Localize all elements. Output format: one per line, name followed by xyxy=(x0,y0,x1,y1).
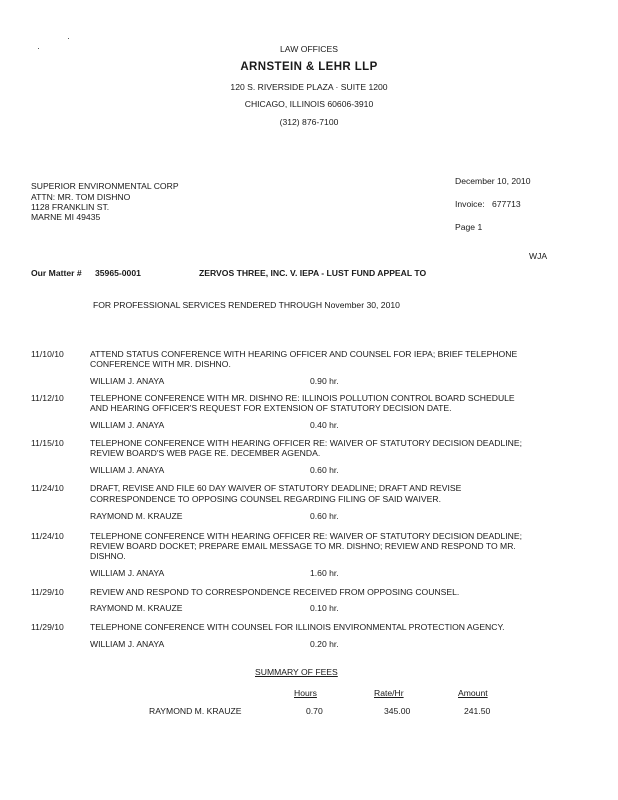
entry-hours: 1.60 hr. xyxy=(310,568,339,578)
entry-attorney: WILLIAM J. ANAYA xyxy=(90,376,165,386)
entry-description: REVIEW AND RESPOND TO CORRESPONDENCE RECEIVED FROM OPPOSING COUNSEL. xyxy=(90,587,460,597)
client-attn: ATTN: MR. TOM DISHNO xyxy=(31,192,131,202)
summary-row-rate: 345.00 xyxy=(384,706,411,716)
entry-attorney: RAYMOND M. KRAUZE xyxy=(90,603,183,613)
entry-date: 11/10/10 xyxy=(31,349,64,359)
entry-hours: 0.40 hr. xyxy=(310,420,339,430)
summary-row-name: RAYMOND M. KRAUZE xyxy=(149,706,242,716)
firm-phone: (312) 876-7100 xyxy=(279,117,339,127)
entry-date: 11/29/10 xyxy=(31,587,64,597)
letterhead-label: LAW OFFICES xyxy=(280,44,338,54)
entry-date: 11/15/10 xyxy=(31,438,64,448)
entry-description: TELEPHONE CONFERENCE WITH COUNSEL FOR ILLINOIS ENVIRONMENTAL PROTECTION AGENCY. xyxy=(90,622,505,632)
entry-hours: 0.60 hr. xyxy=(310,511,339,521)
invoice-date: December 10, 2010 xyxy=(455,176,531,186)
attorney-initials: WJA xyxy=(529,251,548,261)
entry-description: CONFERENCE WITH MR. DISHNO. xyxy=(90,359,231,369)
summary-title: SUMMARY OF FEES xyxy=(255,667,338,677)
entry-hours: 0.60 hr. xyxy=(310,465,339,475)
entry-description: AND HEARING OFFICER'S REQUEST FOR EXTENSION OF STATUTORY DECISION DATE. xyxy=(90,403,452,413)
client-street: 1128 FRANKLIN ST. xyxy=(31,202,110,212)
entry-description: ATTEND STATUS CONFERENCE WITH HEARING OFFICER AND COUNSEL FOR IEPA; BRIEF TELEPHONE xyxy=(90,349,518,359)
entry-description: TELEPHONE CONFERENCE WITH HEARING OFFICER RE: WAIVER OF STATUTORY DECISION DEADLINE; xyxy=(90,438,522,448)
entry-date: 11/24/10 xyxy=(31,531,64,541)
entry-hours: 0.20 hr. xyxy=(310,639,339,649)
client-city: MARNE MI 49435 xyxy=(31,212,101,222)
summary-col-rate: Rate/Hr xyxy=(374,688,404,698)
invoice-number-label: Invoice: xyxy=(455,199,485,209)
entry-date: 11/29/10 xyxy=(31,622,64,632)
invoice-number: 677713 xyxy=(492,199,521,209)
entry-attorney: WILLIAM J. ANAYA xyxy=(90,465,165,475)
entry-attorney: WILLIAM J. ANAYA xyxy=(90,639,165,649)
firm-address-line2: CHICAGO, ILLINOIS 60606-3910 xyxy=(244,99,374,109)
entry-description: TELEPHONE CONFERENCE WITH HEARING OFFICER RE: WAIVER OF STATUTORY DECISION DEADLINE; xyxy=(90,531,522,541)
matter-number: 35965-0001 xyxy=(95,268,141,278)
services-rendered-line: FOR PROFESSIONAL SERVICES RENDERED THROUGH November 30, 2010 xyxy=(93,300,400,310)
entry-date: 11/12/10 xyxy=(31,393,64,403)
entry-description: REVIEW BOARD DOCKET; PREPARE EMAIL MESSAGE TO MR. DISHNO; REVIEW AND RESPOND TO MR. xyxy=(90,541,516,551)
scan-speck xyxy=(68,38,69,39)
summary-row-amount: 241.50 xyxy=(464,706,491,716)
matter-title: ZERVOS THREE, INC. V. IEPA - LUST FUND APPEAL TO xyxy=(199,268,427,278)
page-number: Page 1 xyxy=(455,222,483,232)
entry-attorney: RAYMOND M. KRAUZE xyxy=(90,511,183,521)
summary-col-hours: Hours xyxy=(294,688,317,698)
summary-col-amount: Amount xyxy=(458,688,488,698)
client-name: SUPERIOR ENVIRONMENTAL CORP xyxy=(31,181,179,191)
entry-description: CORRESPONDENCE TO OPPOSING COUNSEL REGARDING FILING OF SAID WAIVER. xyxy=(90,494,441,504)
firm-name: ARNSTEIN & LEHR LLP xyxy=(240,61,378,73)
entry-hours: 0.10 hr. xyxy=(310,603,339,613)
entry-date: 11/24/10 xyxy=(31,483,64,493)
summary-row-hours: 0.70 xyxy=(306,706,323,716)
entry-description: DRAFT, REVISE AND FILE 60 DAY WAIVER OF STATUTORY DEADLINE; DRAFT AND REVISE xyxy=(90,483,462,493)
entry-attorney: WILLIAM J. ANAYA xyxy=(90,420,165,430)
entry-description: REVIEW BOARD'S WEB PAGE RE. DECEMBER AGENDA. xyxy=(90,448,321,458)
firm-address-line1: 120 S. RIVERSIDE PLAZA · SUITE 1200 xyxy=(230,82,388,92)
matter-label: Our Matter # xyxy=(31,268,82,278)
entry-description: TELEPHONE CONFERENCE WITH MR. DISHNO RE: ILLINOIS POLLUTION CONTROL BOARD SCHEDULE xyxy=(90,393,515,403)
entry-hours: 0.90 hr. xyxy=(310,376,339,386)
entry-attorney: WILLIAM J. ANAYA xyxy=(90,568,165,578)
entry-description: DISHNO. xyxy=(90,551,126,561)
